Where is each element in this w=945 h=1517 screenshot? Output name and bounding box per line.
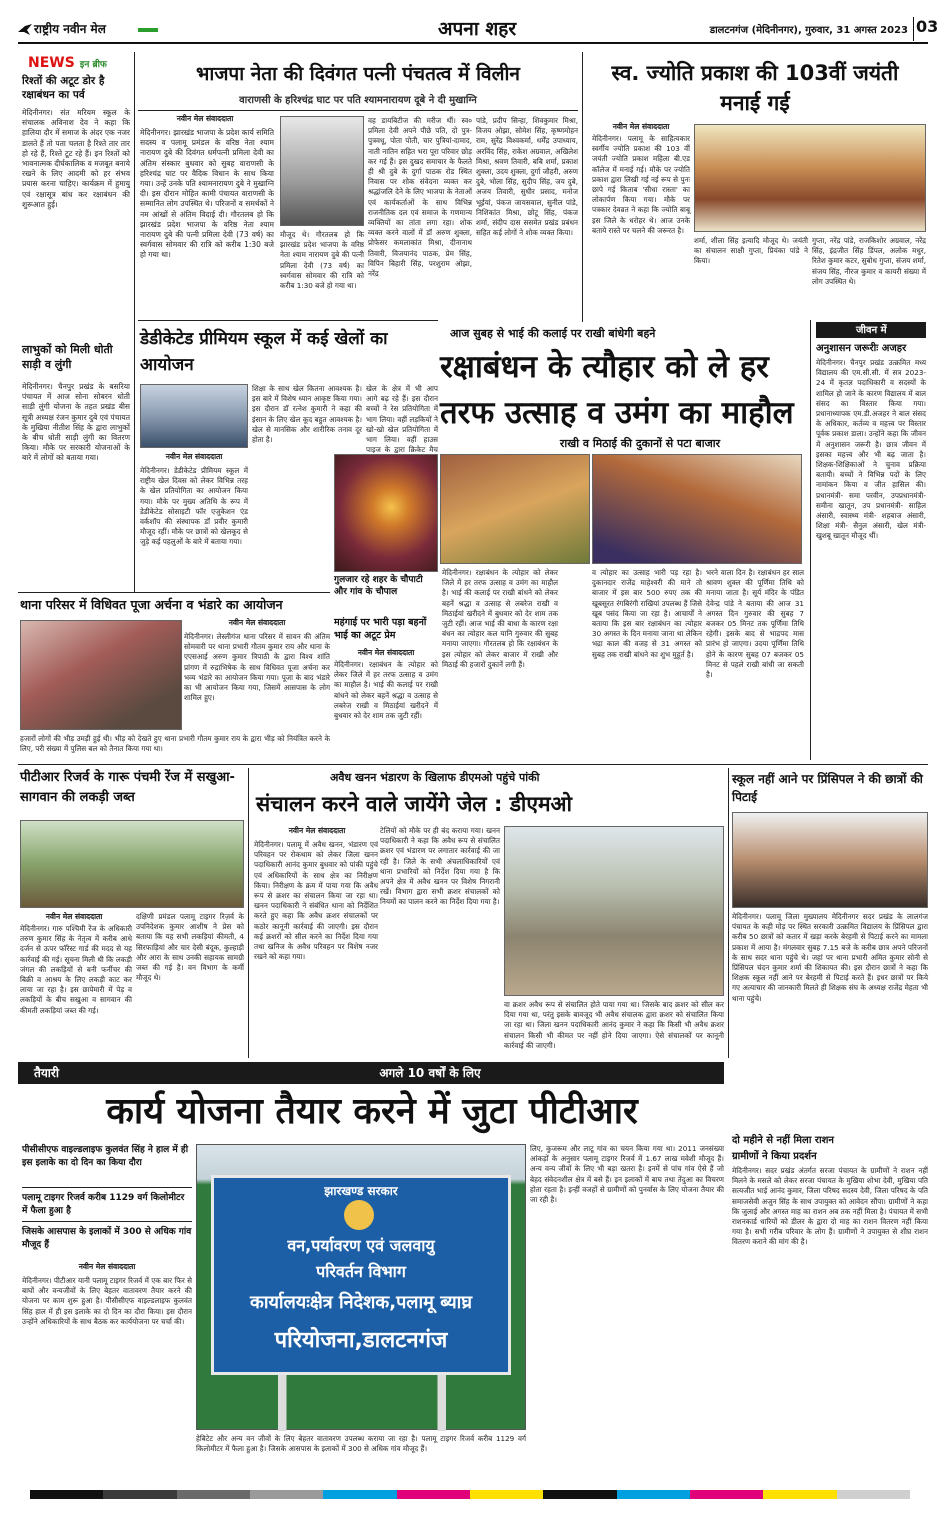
print-registration-bar (30, 1490, 910, 1502)
footer-title: कार्य योजना तैयार करने में जुटा पीटीआर (106, 1091, 638, 1132)
police-byline: नवीन मेल संवाददाता (228, 618, 286, 627)
ration-title: दो महीने से नहीं मिला राशन (732, 1135, 834, 1146)
ration-title-2: ग्रामीणों ने किया प्रदर्शन (732, 1151, 817, 1162)
raksha-market-photo-2 (592, 454, 802, 564)
brief-1-body: मेदिनीनगर। संत मरियम स्कूल के संचालक अविनाश देव ने कहा कि हालिया दौर में समाज के अंदर एक नजर डालते हैं तो पता चलता है रिश्ते तार तार हो रहे हैं, रिश्ते टूट रहे हैं। इन रिश्तों को भावनात्मक दीर्घकालिक व मजबूत बनाये रखने के लिए आदमी को हर संभव प्रयास करना चाहिए। कार्यक्रम में हुमायु एवं रक्षासूत्र बांध कर रक्षाबंधन की शुरूआत हुई। (22, 108, 130, 209)
jayanti-caption-b: गुप्ता, नरेंद्र पांडे, राजकिशोर अग्रवाल, नरेंद्र सिंह, इंद्रजीत सिंह डिंपल, अलोक मधुर, रितेश कुमार कटर, सुबोध गुप्ता, संजय शर्मा, संजय सिंह, नीरज कुमार व कायरी संख्या में लोग उपस्थित थे। (812, 236, 926, 286)
masthead (18, 14, 939, 44)
news-badge: NEWS इन ब्रीफ (28, 55, 107, 71)
footer-point-3: जिसके आसपास के इलाकों में 300 से अधिक गांव मौजूद हैं (22, 1227, 192, 1250)
sign-line-1: वन,पर्यावरण एवं जलवायु (287, 1236, 435, 1255)
ptr-body-2: दक्षिणी प्रमंडल पलामू टाइगर रिज़र्व के उपनिदेशक कुमार आशीष ने प्रेस को बताया कि यह सभी लकड़ियां कीमती, 4 सिरफाड़ियां और चार देसी बंदूक, कुल्हाड़ी और आरा के साथ उनकी सहायक सामग्री जब्त की गई है। वन विभाग के कर्मी मौजूद थे। (136, 912, 244, 983)
dav-byline: नवीन मेल संवाददाता (165, 452, 223, 461)
footer-photo-caption: हेबिटेट और अन्य वन जीवों के लिए बेहतर वातावरण उपलब्ध कराया जा रहा है। पलामू टाइगर रिजर्व करीब 1129 वर्ग किलोमीटर में फैला हुआ है। जिसके आसपास के इलाकों में 300 से अधिक गांव मौजूद हैं। (196, 1434, 526, 1454)
divider (134, 52, 135, 592)
news-brief-column (22, 52, 130, 592)
divider (728, 768, 729, 1058)
divider (18, 764, 928, 765)
police-photo-caption: हजारों लोगों की भीड़ उमड़ी हुई थी। भीड़ को देखते हुए थाना प्रभारी गौतम कुमार राय के द्वारा भीड़ को नियंत्रित करने के लिए, परी संख्या में पुलिस बल को तैनात किया गया था। (20, 734, 330, 754)
ptr-title: पीटीआर रिजर्व के गारू पंचमी रेंज में सखुआ-सागवान की लकड़ी जब्त (20, 770, 235, 805)
raksha-body-1: मेदिनीनगर। रक्षाबंधन के त्योहार को लेकर जिले में हर तरफ उत्साह व उमंग का माहौल है। भाई की कलाई पर राखी बांधने को लेकर बहनें श्रद्धा व उत्साह से लबरेज राखी व मिठाईयां खरीदने में बुधवार को देर शाम तक जुटी रहीं। आज भाई की बाधा के कारण रक्षा बंधन का त्योहार कल यानि गुरुवार की सुबह मनाया जाएगा। गौरतलब हो कि रक्षाबंधन के इस त्योहार को लेकर बाजार में राखी और मिठाई की हजारों दुकानें लगी हैं। (442, 568, 558, 669)
jayanti-group-photo (694, 124, 926, 232)
divider (248, 768, 249, 1058)
school-title: स्कूल नहीं आने पर प्रिंसिपल ने की छात्रों की पिटाई (732, 772, 923, 804)
raksha-body-2: व त्योहार का उत्साह भारी पड़ रहा है। दुकानदार राजेंद्र माहेश्वरी की माने तो बाजार में इस बार 500 रुपए तक की खूबसूरत रंगबिरंगी राखियां उपलब्ध हैं जिसे खूब पसंद किया जा रहा है। आचार्यों ने बताया कि इस बार रक्षाबंधन का त्योहार 30 अगस्त के दिन मनाया जाना था लेकिन भद्रा काल की वजह से 31 अगस्त को सुबह तक राखी बांधने का शुभ मुहूर्त है। (592, 568, 702, 659)
footer-body-2: लिए, कुजरूम और लाटू गांव का चयन किया गया था। 2011 जनसंख्या आंकड़ों के अनुसार पलामू टाइगर रिजर्व में 1.67 लाख मवेशी मौजूद हैं। अन्य वन्य जीवों के लिए भी बड़ा खतरा है। इनमें से पांच गांव ऐसे हैं जो बेहद संवेदनशील क्षेत्र में बसे हैं। इन इलाकों में बाघ तथा तेंदुआ का विचरण होता रहता है। इन्हीं वजहों से ग्रामीणों को पुनर्वास के लिए योजना तैयार की जा रही है। (530, 1144, 724, 1205)
raksha-photo-caption: गुलजार रहे शहर के चौपाटी और गांव के चौपाल (334, 575, 423, 597)
footer-tag: तैयारी (34, 1066, 59, 1080)
brief-2-title: लाभुकों को मिली धोती साड़ी व लुंगी (22, 343, 113, 371)
dmo-body-col2: टेलियों को मौके पर ही बंद कराया गया। खनन पदाधिकारी ने कहा कि अवैध रूप से संचालित क्रशर एवं भंडारण पर लगातार कार्रवाई की जा रही है। जिले के सभी अंचलाधिकारियों एवं थाना प्रभारियों को निर्देश दिया गया है कि अपने क्षेत्र में अवैध खनन पर विशेष निगरानी रखें। विभाग द्वारा सभी क्रशर संचालकों को नियमों का पालन करने का निर्देश दिया गया है। (380, 826, 500, 907)
ptr-body: मेदिनीनगर। गारु पश्चिमी रेंज के अधिकारी तरुण कुमार सिंह के नेतृत्व में करीब आधे दर्जन से ऊपर फॉरेस्ट गार्ड की मदद से यह कार्रवाई की गई। सूचना मिली थी कि लकड़ी जंगल की लकड़ियों से बनी फर्नीचर की बिक्री व आश्रय के लिए लकड़ी काट कर लाया जा रहा है। इस छापेमारी में पेड़ व लकड़ियों के बीच सखुआ व सागवान की कीमती लकड़ियां जब्त की गई। (20, 924, 132, 1015)
tribute-body-cont: मौजूद थे। गौरतलब हो कि झारखंड प्रदेश भाजपा के वरिष्ठ नेता श्याम नारायण दुबे की पत्नी प्रमिला देवी (73 वर्ष) का स्वर्गवास सोमवार की रात्रि को करीब 1:30 बजे हो गया था। (280, 230, 364, 291)
anushasan-body: मेदिनीनगर। चैनपुर प्रखंड उत्क्रमित मध्य विद्यालय की एम.सी.सी. में सत्र 2023-24 में कृतज्ञ पदाधिकारी व सदस्यों के शामिल हो जाने के कारण विद्यालय में बाल संसद का विस्तार किया गया। प्रधानाध्यापक एम.डी.अजहर ने बाल संसद के अधिकार, कर्तव्य व महत्त्व पर विस्तार पूर्वक प्रकाश डाला। उन्होंने कहा कि जीवन में अनुशासन जरूरी है। छात्र जीवन में इसका महत्त्व और भी बढ़ जाता है। शिक्षक-शिक्षिकाओं ने चुनाव प्रक्रिया बतायी। बच्चों ने विभिन्न पदों के लिए नामांकन किया व जीत हासिल की। प्रधानमंत्री- समा परवीन, उपप्रधानमंत्री- समीना खातून, उप प्रधानमंत्री- साहिल अंसारी, स्वास्थ्य मंत्री- शहबाज अंसारी, शिक्षा मंत्री- सैनुल अंसारी, खेल मंत्री- खुशबू खातून मौजूद थीं। (816, 358, 926, 541)
dmo-body-2: वा क्रशर अवैध रूप से संचालित होते पाया गया था। जिसके बाद क्रशर को सील कर दिया गया था, परंतु इसके बावजूद भी अवैध संचालक द्वारा क्रशर को संचालित किया जा रहा था। जिला खनन पदाधिकारी आनंद कुमार ने कहा कि किसी भी अवैध क्रशर संचालन किसी भी कीमत पर नहीं होने दिया जाएगा। ऐसे संचालकों पर कानूनी कार्रवाई की जाएगी। (504, 1000, 724, 1050)
dav-body: मेदिनीनगर। डेडीकेटेड प्रीमियम स्कूल में राष्ट्रीय खेल दिवस को लेकर विभिन्न तरह के खेल प्रतियोगिता का आयोजन किया गया। मौके पर मुख्य अतिथि के रूप में डेडीकेटेड सोसाइटी फॉर एजुकेशन एंड वर्कशॉप की संस्थापक डॉ प्रवीर कुमारी मौजूद रहीं। मौके पर छात्रों को खेलकूद से जुड़े कई पहलुओं के बारे में बताया गया। (140, 466, 248, 547)
footer-point-1: पीसीसीएफ वाइल्डलाइफ कुलवंत सिंह ने हाल में ही इस इलाके का दो दिन का किया दौरा (22, 1144, 192, 1188)
raksha-byline: नवीन मेल संवाददाता (357, 648, 415, 657)
raksha-body-3: भरने वाला दिन है। रक्षाबंधन हर साल श्रावण शुक्ल की पूर्णिमा तिथि को मनाया जाता है। सूर्य मंदिर के पंडित देवेन्द्र पांडे ने बताया की आज 31 अगस्त दिन गुरुवार की सुबह 7 बजकर 05 मिनट तक पूर्णिमा तिथि रहेगी। इसके बाद से भाद्रपद मास प्रारंभ हो जाएगा। उदया पूर्णिमा तिथि होने के कारण सुबह 07 बजकर 05 मिनट से पहले राखी बांधी जा सकती है। (706, 568, 804, 680)
brief-1-title: रिश्तों की अटूट डोर है रक्षाबंधन का पर्व (22, 75, 105, 101)
dmo-crusher-photo (504, 826, 724, 996)
divider (138, 110, 578, 111)
sign-emblem-icon (344, 1200, 374, 1230)
tribute-body-col3: वह डायबिटीज की मरीज थीं। स्व० प्रमिला देवी अपने पीछे पति, दो पुत्र- पुत्रवधू, पोता पोती, चार पुत्रियां-दामाद, नाती नातिन सहित भरा पूरा परिवार छोड़ कर गई हैं। इस दुखद समाचार के फैलते ही श्री दुबे के दुर्गा पाठक रोड स्थित निवास पर शोक संवेदना व्यक्त कर श्रद्धांजलि देने के लिए भाजपा के नेताओं एवं कार्यकर्ताओं के साथ विभिन्न राजनीतिक दल एवं समाज के गणमान्य व्यक्तियों का तांता लगा रहा। शोक व्यक्त करने वालों में डॉ अरुण शुक्ला, प्रोफेसर कमलाकांत मिश्रा, दीनानाथ तिवारी, विजयानंद पाठक, प्रेम सिंह, विपिन बिहारी सिंह, परशुराम ओझा, नरेंद्र (368, 116, 472, 279)
tribute-portrait-image (280, 116, 364, 226)
tribute-body-col4: पांडे, प्रदीप सिन्हा, शिवकुमार मिश्रा, विजय ओझा, सोमेश सिंह, कृष्णमोहन राम, सुरेंद्र विश्वकर्मा, धर्मेंद्र उपाध्याय, अरविंद सिंह, राकेश अग्रवाल, अखिलेश मिश्रा, श्रवण तिवारी, बबि शर्मा, प्रकाश शुक्ला, उदय शुक्ला, दुर्गा जौहरी, अरुण दुबे, भोला सिंह, सुदीप सिंह, जय दुबे, अजय तिवारी, सुधीर प्रसाद, मनोज भूईयां, पंकज जायसवाल, सुनील पांडे, निशिकांत मिश्रा, छोटू सिंह, पंकज शर्मा, संदीप दास ससमेत प्रखंड प्रबंधन सहित कई लोगों ने शोक व्यक्त किया। (476, 116, 578, 238)
police-body: मेदिनीनगर। लेस्लीगंज थाना परिसर में सावन की अंतिम सोमवारी पर थाना प्रभारी गौतम कुमार राय और थाना के एएसआई अरुण कुमार त्रिपाठी के द्वारा विश्व शांति प्रांगण में रुद्राभिषेक के साथ विधिवत पूजा अर्चना कर भव्य भंडारे का आयोजन किया गया। पूजा के बाद भंडारे का भी आयोजन किया गया, जिसमें आसपास के लोग शामिल हुए। (184, 632, 330, 703)
dav-title: डेडीकेटेड प्रीमियम स्कूल में कई खेलों का आयोजन (140, 329, 388, 375)
dmo-title: संचालन करने वाले जायेंगे जेल : डीएमओ (256, 792, 573, 816)
police-puja-photo (20, 620, 182, 730)
dav-body-2: शिक्षा के साथ खेल कितना आवश्यक है। इस बारे में विशेष ध्यान आकृष्ट किया गया। इस दौरान डॉ रत्नेश कुमारी ने कहा की इंसान के लिए खेल कूद बहुत आवश्यक है। खेल से मानसिक और शारीरिक तनाव दूर होता है। (252, 384, 362, 445)
divider (810, 320, 811, 760)
raksha-subhead: राखी व मिठाई की दुकानों से पटा बाजार (559, 437, 721, 450)
divider (18, 592, 330, 593)
paper-name: राष्ट्रीय नवीन मेल (34, 22, 106, 36)
dmo-kicker: अवैध खनन भंडारण के खिलाफ डीएमओ पहुंचे पांकी (330, 771, 540, 784)
footer-byline: नवीन मेल संवाददाता (78, 1262, 136, 1271)
sign-state: झारखण्ड सरकार (324, 1184, 398, 1198)
divider (582, 52, 583, 322)
dav-body-3: खेल के क्षेत्र में भी आप आगे बढ़ रहे हैं। इस दौरान बच्चों ने रेस प्रतियोगिता में भाग लिया। वहीं लड़कियों ने खो-खो खेल प्रतियोगिता में भाग लिया। वहीं हाउस पाइज के द्वारा क्रिकेट मैच (366, 384, 438, 455)
brief-2-body: मेदिनीनगर। चैनपुर प्रखंड के बसरिया पंचायत में आज सोना सोबरन धोती साड़ी लुंगी योजना के तहत प्रखंड बीस सूत्री अध्यक्ष रंजन कुमार दुबे एवं पंचायत के मुखिया नीतीश सिंह के द्वारा लाभुकों के बीच धोती साड़ी लुंगी का वितरण किया। मौके पर सरकारी योजनाओं के बारे में लोगों को बताया गया। (22, 382, 130, 463)
page-number: 03 (913, 17, 931, 41)
anushasan-title: अनुशासन जरूरीः अजहर (816, 343, 907, 354)
footer-body-1: मेदिनीनगर। पीटीआर यानी पलामू टाइगर रिजर्व में एक बार फिर से बाघों और वन्यजीवों के लिए बेहतर वातावरण तैयार करने की योजना पर काम शुरू हुआ है। पीसीसीएफ वाइल्डलाइफ कुलवंत सिंह हाल में ही इस इलाके का दो दिन का दौरा किया। इस दौरान उन्होंने अधिकारियों के साथ बैठक कर कार्ययोजना पर चर्चा की। (22, 1276, 192, 1326)
raksha-body-1b (492, 568, 493, 569)
raksha-kicker: आज सुबह से भाई की कलाई पर राखी बांधेगी बहने (450, 327, 656, 340)
sign-line-3: कार्यालयःक्षेत्र निदेशक,पलामू ब्याघ्र (250, 1292, 472, 1313)
tribute-body: मेदिनीनगर। झारखंड भाजपा के प्रदेश कार्य समिति सदस्य व पलामू प्रमंडल के वरिष्ठ नेता श्याम नारायण दुबे की दिवंगत धर्मपत्नी प्रमिला देवी का अंतिम संस्कार बुधवार को सुबह वाराणसी के हरिश्चंद्र घाट पर वैदिक विधान के साथ किया गया। उन्हें उनके पति श्यामनारायण दुबे ने मुखाग्नि दी। इस दौरान मोहित कामी पंचायत वाराणसी के सम्मानित लोग उपस्थित थे। परिजनों व समर्थकों ने नम आंखों से अंतिम विदाई दी। गौरतलब हो कि झारखंड प्रदेश भाजपा के वरिष्ठ नेता श्याम नारायण दुबे की पत्नी प्रमिला देवी (73 वर्ष) का स्वर्गवास सोमवार की रात्रि को करीब 1:30 बजे हो गया था। (140, 128, 274, 260)
raksha-title-line2: तरफ उत्साह व उमंग का माहौल (440, 395, 794, 431)
raksha-title-line1: रक्षाबंधन के त्यौहार को ले हर (440, 349, 769, 385)
dav-group-photo (140, 384, 248, 448)
ptr-seizure-photo (20, 820, 244, 908)
sign-line-4: परियोजना,डालटनगंज (274, 1328, 448, 1353)
school-body: मेदिनीनगर। पलामू जिला मुख्यालय मेदिनीनगर सदर प्रखंड के लालगंज पंचायत के कही मोड़ पर स्थित सरकारी उत्क्रमित विद्यालय के प्रिंसिपल द्वारा करीब 50 छात्रों को कतार में खड़ा करके बेरहमी से पिटाई करने का मामला प्रकाश में आया है। मंगलवार सुबह 7.15 बजे के करीब छात्र अपने परिजनों के साथ सदर थाना पहुंचे थे। जहां पर थाना प्रभारी अमित कुमार सोनी से प्रिंसिपल चंदन कुमार शर्मा की शिकायत की। इस दौरान छात्रों ने कहा कि शिक्षक स्कूल नहीं आने पर बेरहमी से पिटाई करते हैं। इधर छात्रों पर किये गए अत्याचार की जानकारी मिलते ही शिक्षक संघ के अध्यक्ष राजेंद्र मेहता भी थाना पहुंचे। (732, 912, 928, 1003)
sign-posts (257, 1375, 467, 1431)
tribute-subtitle: वाराणसी के हरिश्चंद्र घाट पर पति श्यामनारायण दूबे ने दी मुखाग्नि (239, 95, 477, 106)
raksha-rakhi-photo (334, 454, 438, 572)
raksha-body-col0: मेदिनीनगर। रक्षाबंधन के त्योहार को लेकर जिले में हर तरफ उत्साह व उमंग का माहौल है। भाई की कलाई पर राखी बांधने को लेकर बहनें श्रद्धा व उत्साह से लबरेज राखी व मिठाईयां खरीदने में बुधवार को देर शाम तक जुटी रहीं। (334, 660, 438, 721)
jayanti-byline: नवीन मेल संवाददाता (612, 122, 670, 131)
jayanti-caption-a: शर्मा, शीला सिंह इत्यादि मौजूद थे। जयंती का संचालन साक्षी गुप्ता, प्रियंका पांडे ने किया। (694, 236, 808, 266)
jayanti-body: मेदिनीनगर। पलामू के साहित्यकार स्वर्गीय ज्योति प्रकाश की 103 वीं जयंती ज्योति प्रकाश महिला बी.एड कॉलेज में मनाई गई। मौके पर ज्योति प्रकाश द्वारा लिखी गई नई रूप से पुनः छापे गई किताब 'सीधा रास्ता' का लोकार्पण किया गया। मौके पर पत्रकार देवव्रत ने कहा कि ज्योति बाबू इस जिले के धरोहर थे। आज उनके बताये रास्ते पर चलने की जरूरत है। (592, 134, 690, 235)
footer-point-2: पलामू टाइगर रिजर्व करीब 1129 वर्ग किलोमीटर में फैला हुआ है (22, 1192, 192, 1222)
color-strip (138, 28, 158, 32)
dmo-body: मेदिनीनगर। पलामू में अवैध खनन, भंडारण एवं परिवहन पर रोकथाम को लेकर जिला खनन पदाधिकारी आनंद कुमार बुधवार को पांकी पहुंचे एवं अधिकारियों के साथ क्षेत्र का निरीक्षण किया। निरीक्षण के क्रम में पाया गया कि अवैध रूप से क्रशर का संचालन किया जा रहा था। खनन पदाधिकारी ने संबंधित थाना को निर्देशित करते हुए कहा कि अवैध क्रशर संचालकों पर कठोर कानूनी कार्रवाई की जाएगी। इस दौरान कई क्रशरों को सील करने का निर्देश दिया गया तथा खनिज के अवैध परिवहन पर विशेष नजर रखने को कहा गया। (254, 840, 378, 962)
sign-board (211, 1175, 511, 1375)
dateline: डालटनगंज (मेदिनीनगर), गुरुवार, 31 अगस्त 2023 (709, 25, 908, 36)
school-students-photo (732, 812, 928, 908)
tribute-byline: नवीन मेल संवाददाता (176, 114, 234, 123)
divider (138, 320, 438, 321)
raksha-side-title: महंगाई पर भारी पड़ा बहनों भाई का अटूट प्रेम (334, 617, 427, 641)
bird-logo-icon (18, 21, 32, 33)
dmo-byline: नवीन मेल संवाददाता (288, 826, 346, 835)
raksha-market-photo-1 (440, 454, 590, 564)
ration-body: मेदिनीनगर। सदर प्रखंड अंतर्गत सरजा पंचायत के ग्रामीणों ने राशन नहीं मिलने के मसले को लेकर सरजा पंचायत के मुखिया शोभा देवी, मुखिया पति सत्यजीत भाई आनंद कुमार, जिला परिषद सदस्य देवी, जिला परिषद के पति समाजसेवी अजुन सिंह के साथ उपायुक्त को आवेदन सौंपा। ग्रामीणों ने कहा कि जुलाई और अगस्त माह का राशन अब तक नहीं मिला है। पंचायत में सभी राशनकार्ड धारियों को डीलर के द्वारा दो माह का राशन वितरण नहीं किया गया है। सभी गरीब परिवार के लोग हैं। ग्रामीणों ने उपायुक्त से शीघ्र राशन वितरण कराने की मांग की है। (732, 1166, 928, 1247)
ptr-byline: नवीन मेल संवाददाता (45, 912, 103, 921)
jayanti-title: स्व. ज्योति प्रकाश की 103वीं जयंती मनाई गई (611, 61, 899, 115)
tribute-title: भाजपा नेता की दिवंगत पत्नी पंचतत्व में विलीन (196, 63, 520, 85)
forest-office-sign-photo (196, 1144, 526, 1430)
footer-kicker: अगले 10 वर्षों के लिए (379, 1066, 481, 1080)
anushasan-title-kicker: जीवन में (816, 322, 926, 338)
section-name: अपना शहर (438, 18, 517, 40)
police-title: थाना परिसर में विधिवत पूजा अर्चना व भंडारे का आयोजन (20, 597, 283, 612)
sign-line-2: परिवर्तन विभाग (316, 1262, 406, 1281)
